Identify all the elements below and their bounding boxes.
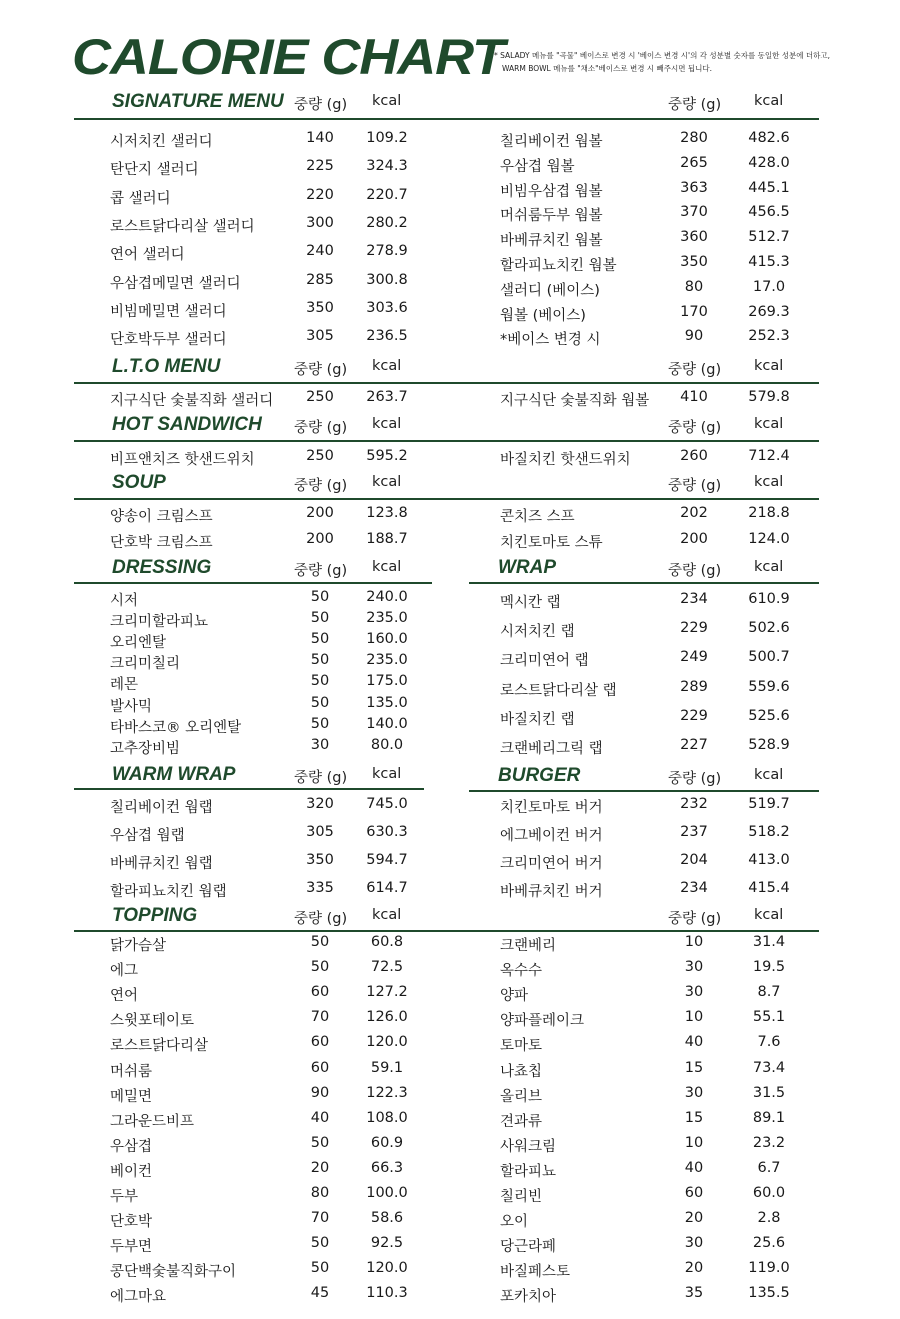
menu-item-name: 단호박: [110, 1214, 153, 1231]
kcal-value: 100.0: [366, 1185, 408, 1201]
menu-item-name: 닭가슴살: [110, 938, 167, 954]
kcal-value: 140.0: [366, 715, 408, 732]
kcal-value: 218.8: [748, 505, 790, 521]
menu-item-name: 스윗포테이토: [110, 1013, 195, 1030]
divider-line: [74, 582, 432, 584]
weight-value: 227: [680, 737, 708, 753]
kcal-value: 23.2: [752, 1134, 786, 1151]
menu-item-name: 양파플레이크: [500, 1013, 585, 1030]
kcal-header: kcal: [754, 93, 784, 109]
menu-item-name: 비빔메밀면 샐러디: [110, 303, 227, 320]
section-title-warm_wrap: WARM WRAP: [112, 764, 236, 785]
weight-value: 300: [306, 214, 334, 231]
menu-item-name: *베이스 변경 시: [500, 332, 601, 349]
menu-item-name: 연어 샐러디: [110, 247, 185, 264]
page-title: CALORIE CHART: [72, 29, 504, 85]
weight-value: 249: [680, 649, 708, 666]
weight-value: 50: [310, 1134, 330, 1151]
weight-value: 50: [310, 1235, 330, 1252]
kcal-value: 445.1: [748, 179, 790, 196]
menu-item-name: 양송이 크림스프: [110, 509, 213, 525]
kcal-value: 263.7: [366, 389, 408, 405]
kcal-value: 280.2: [366, 214, 408, 231]
menu-item-name: 크랜베리그릭 랩: [500, 741, 603, 757]
weight-value: 50: [310, 589, 330, 605]
weight-value: 335: [306, 880, 334, 896]
kcal-header: kcal: [754, 358, 784, 374]
menu-item-name: 칠리베이컨 웜볼: [500, 134, 603, 150]
kcal-value: 610.9: [748, 591, 790, 607]
kcal-value: 300.8: [366, 271, 408, 288]
weight-value: 30: [684, 1084, 704, 1101]
menu-item-name: 콘치즈 스프: [500, 509, 575, 525]
menu-item-name: 옥수수: [500, 963, 543, 980]
menu-item-name: 할라피뇨치킨 웜볼: [500, 258, 617, 274]
kcal-value: 92.5: [370, 1235, 404, 1252]
kcal-value: 123.8: [366, 505, 408, 521]
section-title-signature: SIGNATURE MENU: [112, 91, 284, 112]
weight-header: 중량 (g): [668, 771, 722, 787]
kcal-value: 6.7: [757, 1159, 781, 1176]
menu-item-name: 메밀면: [110, 1088, 153, 1105]
weight-value: 15: [684, 1059, 704, 1076]
weight-value: 200: [306, 530, 334, 547]
kcal-header: kcal: [754, 559, 784, 575]
kcal-value: 175.0: [366, 673, 408, 690]
weight-value: 70: [310, 1009, 330, 1026]
kcal-header: kcal: [372, 559, 402, 575]
weight-value: 10: [684, 1009, 704, 1026]
note-line-1: * SALADY 메뉴를 "곡물" 베이스로 변경 시 '베이스 변경 시'의 각 성분별 숫자를 동일한 성분에 더하고,: [494, 51, 830, 60]
weight-header: 중량 (g): [668, 420, 722, 436]
note-line-2: WARM BOWL 메뉴를 "채소"베이스로 변경 시 빼주시면 됩니다.: [502, 64, 712, 73]
kcal-value: 502.6: [748, 620, 790, 637]
weight-value: 285: [306, 271, 334, 288]
kcal-value: 89.1: [752, 1109, 786, 1126]
menu-item-name: 시저: [110, 593, 139, 609]
weight-value: 350: [306, 299, 334, 316]
menu-item-name: 콩단백숯불직화구이: [110, 1264, 237, 1281]
weight-value: 363: [680, 179, 708, 196]
menu-item-name: 바질페스토: [500, 1264, 571, 1281]
weight-value: 30: [310, 736, 330, 753]
weight-header: 중량 (g): [668, 563, 722, 579]
section-title-wrap: WRAP: [498, 557, 557, 578]
weight-value: 50: [310, 673, 330, 690]
kcal-value: 482.6: [748, 130, 790, 146]
weight-value: 40: [310, 1109, 330, 1126]
kcal-value: 579.8: [748, 389, 790, 405]
weight-value: 250: [306, 389, 334, 405]
kcal-header: kcal: [372, 93, 402, 109]
weight-value: 10: [684, 1134, 704, 1151]
kcal-value: 303.6: [366, 299, 408, 316]
kcal-value: 559.6: [748, 678, 790, 695]
weight-value: 60: [684, 1185, 704, 1201]
menu-item-name: 나쵸칩: [500, 1063, 543, 1080]
kcal-header: kcal: [754, 474, 784, 490]
divider-line: [74, 118, 819, 120]
kcal-value: 122.3: [366, 1084, 408, 1101]
weight-value: 80: [310, 1185, 330, 1201]
menu-item-name: 그라운드비프: [110, 1113, 195, 1130]
kcal-value: 456.5: [748, 204, 790, 221]
divider-line: [469, 790, 819, 792]
menu-item-name: 샐러디 (베이스): [500, 282, 600, 299]
kcal-value: 72.5: [370, 959, 404, 976]
weight-value: 237: [680, 824, 708, 840]
menu-item-name: 로스트닭다리살 랩: [500, 682, 617, 699]
kcal-value: 126.0: [366, 1009, 408, 1026]
kcal-value: 17.0: [752, 278, 786, 295]
weight-header: 중량 (g): [294, 97, 348, 113]
menu-item-name: 치킨토마토 스튜: [500, 534, 603, 551]
weight-value: 30: [684, 959, 704, 976]
weight-value: 289: [680, 678, 708, 695]
kcal-header: kcal: [372, 358, 402, 374]
kcal-value: 415.3: [748, 254, 790, 270]
kcal-value: 135.5: [748, 1285, 790, 1302]
menu-item-name: 오리엔탈: [110, 635, 167, 652]
section-title-dressing: DRESSING: [112, 557, 212, 578]
divider-line: [74, 498, 819, 500]
kcal-value: 269.3: [748, 303, 790, 320]
weight-header: 중량 (g): [294, 911, 348, 927]
kcal-value: 519.7: [748, 796, 790, 812]
menu-item-name: 베이컨: [110, 1163, 153, 1180]
kcal-value: 19.5: [752, 959, 786, 976]
weight-value: 10: [684, 934, 704, 950]
weight-value: 260: [680, 448, 708, 464]
weight-header: 중량 (g): [294, 362, 348, 378]
menu-item-name: 비빔우삼겹 웜볼: [500, 183, 603, 200]
weight-value: 90: [684, 328, 704, 345]
menu-item-name: 비프앤치즈 핫샌드위치: [110, 452, 255, 468]
weight-value: 305: [306, 824, 334, 840]
weight-value: 360: [680, 229, 708, 246]
kcal-value: 252.3: [748, 328, 790, 345]
weight-header: 중량 (g): [294, 478, 348, 494]
weight-value: 320: [306, 796, 334, 812]
kcal-value: 518.2: [748, 824, 790, 840]
kcal-value: 127.2: [366, 984, 408, 1001]
weight-value: 80: [684, 278, 704, 295]
weight-value: 30: [684, 1235, 704, 1252]
weight-value: 40: [684, 1034, 704, 1051]
kcal-value: 58.6: [370, 1210, 404, 1227]
kcal-value: 66.3: [370, 1159, 404, 1176]
weight-value: 50: [310, 1260, 330, 1277]
section-title-burger: BURGER: [498, 765, 581, 786]
menu-item-name: 에그베이컨 버거: [500, 828, 603, 844]
menu-item-name: 사워크림: [500, 1138, 557, 1155]
menu-item-name: 연어: [110, 988, 139, 1005]
kcal-value: 55.1: [752, 1009, 786, 1026]
menu-item-name: 웜볼 (베이스): [500, 307, 586, 324]
menu-item-name: 토마토: [500, 1038, 543, 1055]
weight-value: 20: [684, 1260, 704, 1277]
menu-item-name: 두부: [110, 1189, 139, 1205]
kcal-value: 745.0: [366, 796, 408, 812]
weight-value: 280: [680, 130, 708, 146]
weight-value: 60: [310, 984, 330, 1001]
kcal-value: 8.7: [757, 984, 781, 1001]
kcal-value: 120.0: [366, 1034, 408, 1051]
kcal-header: kcal: [372, 907, 402, 923]
weight-value: 60: [310, 1034, 330, 1051]
kcal-header: kcal: [372, 416, 402, 432]
weight-value: 30: [684, 984, 704, 1001]
kcal-header: kcal: [754, 907, 784, 923]
kcal-value: 220.7: [366, 186, 408, 203]
kcal-value: 500.7: [748, 649, 790, 666]
kcal-value: 594.7: [366, 852, 408, 868]
kcal-value: 614.7: [366, 880, 408, 896]
kcal-value: 135.0: [366, 694, 408, 711]
weight-value: 20: [684, 1210, 704, 1227]
weight-value: 140: [306, 130, 334, 146]
menu-item-name: 로스트닭다리살 샐러디: [110, 218, 255, 235]
menu-item-name: 에그마요: [110, 1289, 167, 1306]
kcal-value: 160.0: [366, 631, 408, 648]
kcal-value: 236.5: [366, 328, 408, 345]
menu-item-name: 우삼겹: [110, 1138, 153, 1155]
menu-item-name: 견과류: [500, 1113, 543, 1130]
kcal-value: 120.0: [366, 1260, 408, 1277]
menu-item-name: 콥 샐러디: [110, 190, 171, 207]
weight-header: 중량 (g): [294, 420, 348, 436]
weight-value: 350: [680, 254, 708, 270]
weight-value: 90: [310, 1084, 330, 1101]
kcal-value: 124.0: [748, 530, 790, 547]
menu-item-name: 단호박두부 샐러디: [110, 332, 227, 349]
kcal-value: 428.0: [748, 154, 790, 171]
divider-line: [74, 440, 819, 442]
section-title-topping: TOPPING: [112, 905, 198, 926]
menu-item-name: 발사믹: [110, 698, 153, 715]
menu-item-name: 에그: [110, 963, 139, 980]
weight-value: 20: [310, 1159, 330, 1176]
kcal-value: 630.3: [366, 824, 408, 840]
weight-value: 250: [306, 448, 334, 464]
menu-item-name: 크리미할라피뇨: [110, 614, 209, 631]
menu-item-name: 우삼겹 웜랩: [110, 828, 185, 844]
weight-value: 229: [680, 620, 708, 637]
kcal-value: 80.0: [370, 736, 404, 753]
menu-item-name: 바질치킨 핫샌드위치: [500, 452, 631, 468]
kcal-value: 25.6: [752, 1235, 786, 1252]
kcal-value: 712.4: [748, 448, 790, 464]
kcal-value: 413.0: [748, 852, 790, 868]
menu-item-name: 크리미연어 랩: [500, 653, 589, 670]
weight-value: 229: [680, 707, 708, 724]
menu-item-name: 포카치아: [500, 1289, 557, 1306]
menu-item-name: 지구식단 숯불직화 웜볼: [500, 393, 650, 409]
weight-value: 410: [680, 389, 708, 405]
kcal-value: 110.3: [366, 1285, 408, 1302]
menu-item-name: 멕시칸 랩: [500, 595, 561, 611]
kcal-value: 188.7: [366, 530, 408, 547]
weight-value: 35: [684, 1285, 704, 1302]
kcal-value: 59.1: [370, 1059, 404, 1076]
weight-value: 45: [310, 1285, 330, 1302]
weight-value: 232: [680, 796, 708, 812]
kcal-value: 109.2: [366, 130, 408, 146]
base-change-note: [494, 49, 854, 75]
weight-value: 234: [680, 591, 708, 607]
kcal-header: kcal: [372, 766, 402, 782]
weight-value: 40: [684, 1159, 704, 1176]
weight-value: 305: [306, 328, 334, 345]
weight-header: 중량 (g): [668, 362, 722, 378]
weight-value: 240: [306, 243, 334, 260]
kcal-value: 7.6: [757, 1034, 781, 1051]
menu-item-name: 바베큐치킨 웜볼: [500, 233, 603, 250]
kcal-value: 512.7: [748, 229, 790, 246]
kcal-value: 324.3: [366, 158, 408, 175]
menu-item-name: 바베큐치킨 버거: [500, 884, 603, 900]
weight-value: 220: [306, 186, 334, 203]
weight-value: 200: [306, 505, 334, 521]
kcal-value: 528.9: [748, 737, 790, 753]
kcal-value: 60.9: [370, 1134, 404, 1151]
kcal-value: 31.5: [752, 1084, 786, 1101]
kcal-value: 240.0: [366, 589, 408, 605]
weight-value: 225: [306, 158, 334, 175]
kcal-value: 525.6: [748, 707, 790, 724]
kcal-value: 108.0: [366, 1109, 408, 1126]
divider-line: [469, 582, 819, 584]
menu-item-name: 탄단지 샐러디: [110, 162, 199, 179]
menu-item-name: 시저치킨 샐러디: [110, 134, 213, 150]
kcal-header: kcal: [372, 474, 402, 490]
weight-value: 350: [306, 852, 334, 868]
section-title-lto: L.T.O MENU: [112, 356, 221, 377]
weight-value: 60: [310, 1059, 330, 1076]
kcal-value: 2.8: [757, 1210, 781, 1227]
weight-value: 204: [680, 852, 708, 868]
menu-item-name: 바질치킨 랩: [500, 711, 575, 728]
weight-value: 50: [310, 652, 330, 669]
weight-value: 50: [310, 715, 330, 732]
menu-item-name: 크랜베리: [500, 938, 557, 954]
menu-item-name: 할라피뇨치킨 웜랩: [110, 884, 227, 900]
section-title-soup: SOUP: [112, 472, 166, 493]
kcal-value: 60.8: [370, 934, 404, 950]
weight-header: 중량 (g): [294, 770, 348, 786]
divider-line: [74, 788, 424, 790]
weight-value: 370: [680, 204, 708, 221]
kcal-value: 595.2: [366, 448, 408, 464]
menu-item-name: 당근라페: [500, 1239, 557, 1256]
menu-item-name: 머쉬룸두부 웜볼: [500, 208, 603, 225]
kcal-value: 278.9: [366, 243, 408, 260]
divider-line: [74, 930, 819, 932]
menu-item-name: 치킨토마토 버거: [500, 800, 603, 816]
menu-item-name: 로스트닭다리살: [110, 1038, 209, 1055]
kcal-value: 31.4: [752, 934, 786, 950]
weight-value: 170: [680, 303, 708, 320]
weight-value: 50: [310, 934, 330, 950]
menu-item-name: 오이: [500, 1214, 529, 1231]
kcal-value: 119.0: [748, 1260, 790, 1277]
weight-value: 265: [680, 154, 708, 171]
kcal-value: 60.0: [752, 1185, 786, 1201]
weight-value: 50: [310, 694, 330, 711]
menu-item-name: 올리브: [500, 1088, 543, 1105]
weight-value: 50: [310, 631, 330, 648]
menu-item-name: 바베큐치킨 웜랩: [110, 856, 213, 872]
weight-value: 70: [310, 1210, 330, 1227]
weight-header: 중량 (g): [668, 97, 722, 113]
menu-item-name: 단호박 크림스프: [110, 534, 213, 551]
menu-item-name: 우삼겹메밀면 샐러디: [110, 275, 241, 292]
weight-header: 중량 (g): [668, 478, 722, 494]
kcal-header: kcal: [754, 767, 784, 783]
menu-item-name: 타바스코® 오리엔탈: [110, 719, 242, 736]
menu-item-name: 크리미칠리: [110, 656, 181, 673]
weight-value: 202: [680, 505, 708, 521]
menu-item-name: 두부면: [110, 1239, 153, 1256]
menu-item-name: 지구식단 숯불직화 샐러디: [110, 393, 274, 409]
menu-item-name: 양파: [500, 988, 529, 1005]
weight-value: 15: [684, 1109, 704, 1126]
menu-item-name: 레몬: [110, 677, 139, 694]
menu-item-name: 칠리베이컨 웜랩: [110, 800, 213, 816]
menu-item-name: 시저치킨 랩: [500, 624, 575, 641]
menu-item-name: 고추장비빔: [110, 740, 181, 757]
weight-value: 50: [310, 959, 330, 976]
menu-item-name: 크리미연어 버거: [500, 856, 603, 872]
divider-line: [74, 382, 819, 384]
kcal-value: 415.4: [748, 880, 790, 896]
section-title-hot_sandwich: HOT SANDWICH: [112, 414, 262, 435]
kcal-header: kcal: [754, 416, 784, 432]
weight-value: 200: [680, 530, 708, 547]
weight-header: 중량 (g): [294, 563, 348, 579]
menu-item-name: 칠리빈: [500, 1189, 543, 1205]
menu-item-name: 할라피뇨: [500, 1163, 557, 1180]
kcal-value: 235.0: [366, 652, 408, 669]
kcal-value: 73.4: [752, 1059, 786, 1076]
menu-item-name: 우삼겹 웜볼: [500, 158, 575, 175]
weight-value: 50: [310, 610, 330, 627]
weight-header: 중량 (g): [668, 911, 722, 927]
weight-value: 234: [680, 880, 708, 896]
kcal-value: 235.0: [366, 610, 408, 627]
menu-item-name: 머쉬룸: [110, 1063, 153, 1080]
